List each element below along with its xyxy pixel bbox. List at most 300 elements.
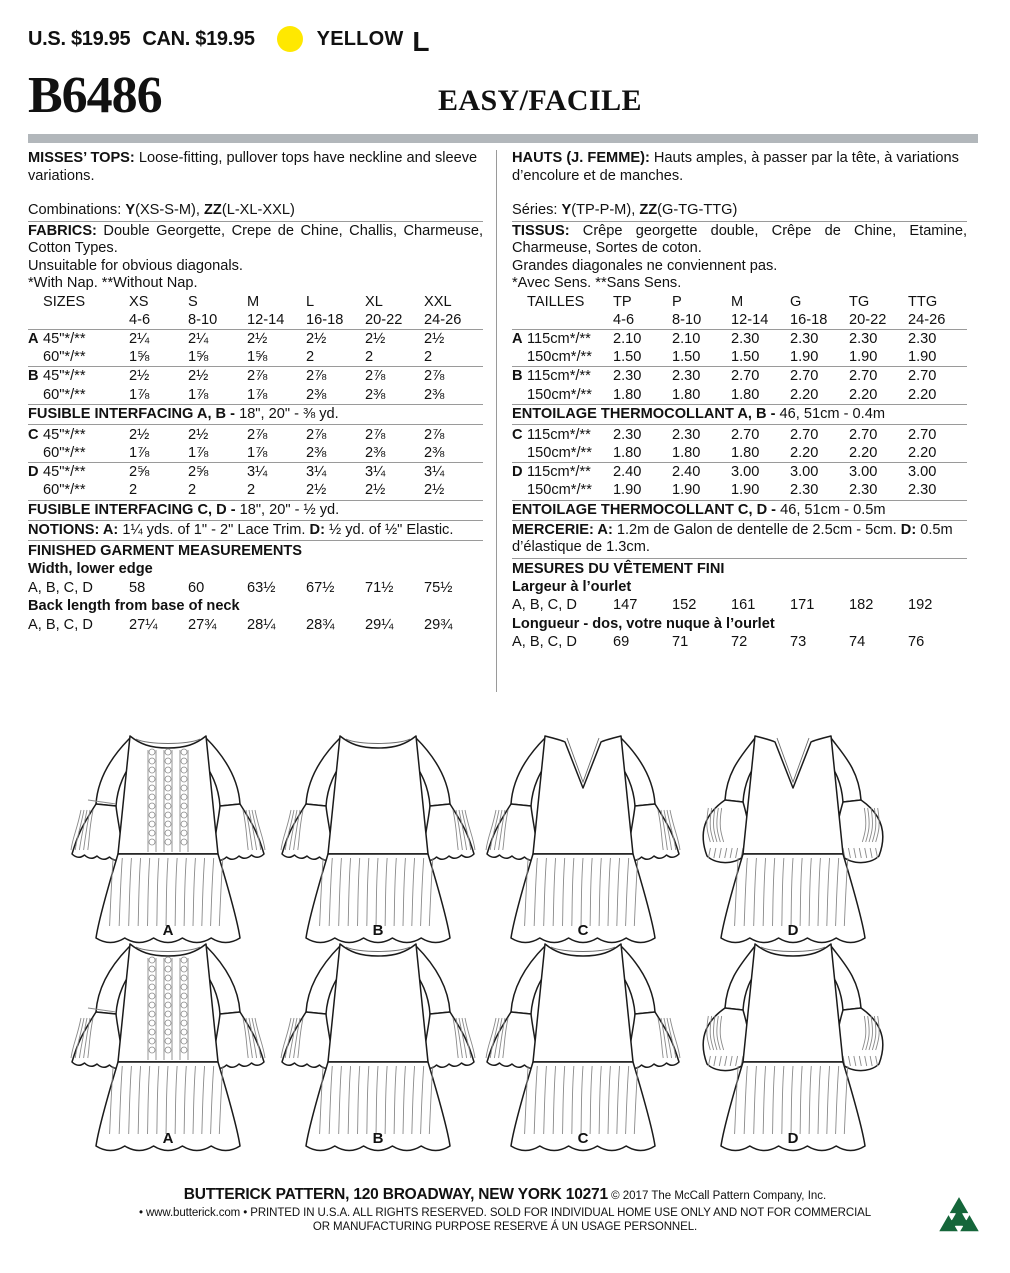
table-row	[512, 481, 967, 500]
fabric-width: 60"*/**	[43, 386, 129, 405]
size-name: L	[306, 293, 315, 310]
yardage-value: 3¼	[247, 464, 268, 481]
size-number-fr: 4-6	[613, 311, 672, 330]
combinations-label: Combinations:	[28, 202, 126, 218]
yardage-value: 2.70	[908, 426, 937, 443]
yardage-value: 2⅜	[424, 444, 483, 463]
combination-y-fr: Y	[561, 202, 572, 218]
yardage-value: 1.90	[731, 481, 790, 500]
size-name-fr: P	[672, 293, 682, 310]
fabrics-value: Double Georgette, Crepe de Chine, Challis, Charmeuse, Cotton Types.	[28, 222, 483, 256]
combinations-line	[28, 202, 483, 220]
yardage-value: 2.30	[613, 426, 642, 443]
yardage-value: 1⅝	[188, 348, 247, 367]
yardage-value: 3.00	[731, 464, 760, 481]
back-length-value: 27¼	[129, 616, 158, 633]
yardage-value: 2.30	[908, 330, 937, 347]
width-value: 67½	[306, 579, 335, 596]
table-row	[28, 367, 483, 386]
yardage-value: 2.30	[790, 481, 849, 500]
table-row	[512, 596, 967, 614]
view-letter: B	[512, 368, 523, 385]
yardage-value: 2.30	[672, 368, 701, 385]
yardage-value: 2.10	[613, 330, 642, 347]
yardage-value: 2⅞	[424, 368, 445, 385]
size-number-fr: 20-22	[849, 311, 908, 330]
back-length-value-fr: 76	[908, 634, 925, 651]
sizes-label-fr: TAILLES	[527, 293, 585, 310]
yardage-value: 2.20	[908, 386, 967, 405]
fabrics-label-fr: TISSUS:	[512, 222, 570, 239]
yardage-value: 2½	[424, 481, 483, 500]
english-column	[28, 150, 483, 634]
size-number: 16-18	[306, 311, 365, 330]
yardage-value: 2.30	[613, 368, 642, 385]
yardage-value: 2.70	[908, 368, 937, 385]
combination-zz-sizes: (L-XL-XXL)	[221, 202, 295, 218]
yardage-value: 1⅞	[247, 386, 306, 405]
yardage-value: 1⅞	[129, 386, 188, 405]
yardage-value: 1.80	[731, 444, 790, 463]
yardage-value: 2⅜	[306, 444, 365, 463]
size-name: S	[188, 293, 198, 310]
yardage-table-cd-fr	[512, 426, 967, 501]
yardage-value: 3.00	[790, 464, 819, 481]
yardage-table-ab	[28, 293, 483, 405]
yardage-rows-cd-fr	[512, 426, 967, 500]
header-divider	[28, 134, 978, 143]
yardage-value: 1⅞	[129, 444, 188, 463]
table-row	[28, 481, 483, 500]
table-row	[512, 386, 967, 405]
fusible-ab	[28, 405, 483, 423]
notions-a-value-fr: 1.2m de Galon de dentelle de 2.5cm - 5cm.	[612, 521, 901, 538]
yardage-value: 2½	[306, 330, 327, 347]
yardage-value: 1.90	[672, 481, 731, 500]
size-number: 4-6	[129, 311, 188, 330]
garment-illustrations	[28, 700, 978, 1170]
yardage-value: 2.70	[731, 426, 760, 443]
table-row	[28, 579, 483, 597]
table-row	[512, 463, 967, 482]
illustration-row-front	[28, 700, 978, 939]
view-label: B	[372, 1130, 384, 1147]
table-row	[512, 426, 967, 444]
combinations-label-fr: Séries:	[512, 202, 562, 218]
garment-view-d	[693, 908, 893, 1147]
view-letter	[28, 386, 43, 405]
yardage-value: 2.30	[908, 481, 967, 500]
size-number: 20-22	[365, 311, 424, 330]
notions-d-value-fr: 0.5m d’élastique de 1.3cm.	[512, 521, 953, 556]
back-length-table-fr	[512, 633, 967, 651]
yardage-value: 2⅞	[424, 426, 445, 443]
size-name-fr: TTG	[908, 293, 938, 310]
unsuitable-line: Unsuitable for obvious diagonals.	[28, 257, 243, 274]
yardage-value: 1.80	[672, 444, 731, 463]
finished-measurements-heading: FINISHED GARMENT MEASUREMENTS	[28, 543, 303, 560]
garment-description	[28, 150, 483, 185]
yardage-value: 2.20	[849, 386, 908, 405]
notions-d-value: ½ yd. of ½" Elastic.	[324, 521, 454, 538]
size-name-fr: TP	[613, 293, 632, 310]
width-value-fr: 147	[613, 597, 638, 614]
fabric-width: 45"*/**	[43, 330, 86, 347]
view-letter	[512, 386, 527, 405]
width-table	[28, 579, 483, 597]
table-row	[28, 444, 483, 463]
width-row-label: A, B, C, D	[28, 579, 93, 596]
garment-view-c	[483, 700, 683, 939]
yardage-value: 3.00	[849, 464, 878, 481]
yardage-value: 2.20	[849, 444, 908, 463]
size-name: XL	[365, 293, 383, 310]
back-length-heading: Back length from base of neck	[28, 598, 240, 615]
yardage-value: 2.30	[672, 426, 701, 443]
pattern-number: B6486	[28, 67, 162, 124]
copyright-notice: © 2017 The McCall Pattern Company, Inc.	[607, 1190, 827, 1202]
fusible-ab-label: FUSIBLE INTERFACING A, B -	[28, 405, 240, 422]
width-value: 63½	[247, 579, 276, 596]
garment-view-b	[278, 908, 478, 1147]
yardage-value: 2⅞	[306, 368, 327, 385]
notions-a-value: 1¼ yds. of 1" - 2" Lace Trim.	[118, 521, 310, 538]
yardage-value: 2.10	[672, 330, 701, 347]
footer	[0, 1186, 1010, 1233]
yardage-value: 2⅞	[365, 368, 386, 385]
fusible-cd-label-fr: ENTOILAGE THERMOCOLLANT C, D -	[512, 501, 781, 518]
yardage-value: 2½	[365, 330, 386, 347]
fabric-width: 150cm*/**	[527, 348, 613, 367]
view-letter: A	[512, 330, 523, 347]
difficulty-label: EASY/FACILE	[438, 84, 642, 117]
brand-logo-icon: L	[412, 25, 430, 57]
yardage-value: 1.80	[672, 386, 731, 405]
yardage-value: 1.80	[731, 386, 790, 405]
illustration-row-back	[28, 908, 978, 1147]
size-name: M	[247, 293, 260, 310]
view-letter	[512, 348, 527, 367]
fabric-width: 45"*/**	[43, 368, 86, 385]
footer-line-1	[0, 1186, 1010, 1204]
notions-d-tag: D:	[309, 521, 325, 538]
yardage-value: 2.30	[849, 330, 878, 347]
width-heading-fr: Largeur à l’ourlet	[512, 578, 632, 595]
yardage-value: 3¼	[365, 464, 386, 481]
footer-line-2: • www.butterick.com • PRINTED IN U.S.A. ALL RIGHTS RESERVED. SOLD FOR INDIVIDUAL HOME USE ONLY AND NOT FOR COMMERCIAL	[138, 1207, 872, 1219]
notions-line	[28, 522, 483, 540]
table-row	[512, 444, 967, 463]
size-name: XXL	[424, 293, 452, 310]
yardage-value: 2⅞	[247, 368, 268, 385]
width-value: 71½	[365, 579, 394, 596]
yardage-rows-ab	[28, 329, 483, 404]
table-row	[28, 616, 483, 634]
view-label: C	[577, 922, 589, 939]
yardage-table-ab-fr	[512, 293, 967, 405]
nap-line-fr: *Avec Sens. **Sans Sens.	[512, 275, 682, 291]
yardage-value: 2¼	[188, 330, 209, 347]
garment-heading: MISSES’ TOPS:	[28, 150, 135, 166]
fabric-width: 115cm*/**	[527, 330, 591, 347]
yardage-value: 2½	[365, 481, 424, 500]
fusible-cd-value: 18", 20" - ½ yd.	[239, 501, 340, 518]
width-value-fr: 182	[849, 597, 874, 614]
yardage-value: 2.70	[790, 368, 819, 385]
table-row	[512, 633, 967, 651]
fabric-width: 45"*/**	[43, 464, 86, 481]
fabric-width: 150cm*/**	[527, 386, 613, 405]
yardage-value: 2½	[247, 330, 268, 347]
yardage-value: 2	[188, 481, 247, 500]
width-value-fr: 192	[908, 597, 933, 614]
back-length-value: 29¼	[365, 616, 394, 633]
sizes-label: SIZES	[43, 293, 86, 310]
yardage-table-cd	[28, 426, 483, 501]
combination-y: Y	[125, 202, 136, 218]
size-number-fr: 16-18	[790, 311, 849, 330]
width-value-fr: 161	[731, 597, 756, 614]
table-row	[28, 348, 483, 367]
yardage-value: 2	[129, 481, 188, 500]
title-row	[28, 67, 978, 126]
yardage-value: 1⅞	[188, 386, 247, 405]
view-letter: C	[512, 426, 523, 443]
yardage-value: 2.70	[790, 426, 819, 443]
yardage-value: 1.80	[613, 444, 672, 463]
view-label: D	[787, 1130, 799, 1147]
fabric-width: 60"*/**	[43, 481, 129, 500]
yardage-value: 1.90	[908, 348, 967, 367]
size-name-fr: M	[731, 293, 744, 310]
garment-view-a	[68, 908, 268, 1147]
size-number: 24-26	[424, 311, 483, 330]
yardage-value: 1.90	[613, 481, 672, 500]
notions-label: NOTIONS:	[28, 521, 100, 538]
view-letter	[28, 348, 43, 367]
fabric-width: 60"*/**	[43, 444, 129, 463]
yardage-value: 1.80	[613, 386, 672, 405]
fusible-cd-label: FUSIBLE INTERFACING C, D -	[28, 501, 240, 518]
notions-a-tag: A:	[99, 521, 119, 538]
back-length-value: 29¾	[424, 616, 453, 633]
info-columns	[28, 150, 978, 692]
notions-line-fr	[512, 522, 967, 557]
size-name: XS	[129, 293, 149, 310]
width-heading: Width, lower edge	[28, 561, 153, 578]
yardage-value: 1.50	[731, 348, 790, 367]
yardage-value: 2	[306, 348, 365, 367]
view-letter: D	[28, 464, 39, 481]
yardage-value: 2½	[188, 368, 209, 385]
yardage-value: 2½	[188, 426, 209, 443]
view-letter	[512, 444, 527, 463]
fusible-cd	[28, 501, 483, 519]
size-name-fr: TG	[849, 293, 870, 310]
combination-zz-fr: ZZ	[639, 202, 658, 218]
table-row	[512, 348, 967, 367]
view-letter: A	[28, 330, 39, 347]
color-name: YELLOW	[316, 27, 404, 50]
fabrics-line-fr	[512, 223, 967, 258]
fabric-width: 60"*/**	[43, 348, 129, 367]
yardage-value: 2	[424, 348, 483, 367]
notions-label-fr: MERCERIE:	[512, 521, 594, 538]
view-letter: D	[512, 464, 523, 481]
back-length-value: 28¼	[247, 616, 276, 633]
finished-measurements-heading-fr: MESURES DU VÊTEMENT FINI	[512, 560, 725, 577]
back-length-row-label: A, B, C, D	[28, 616, 93, 633]
yardage-value: 3.00	[908, 464, 937, 481]
yardage-value: 2.40	[613, 464, 642, 481]
width-value-fr: 152	[672, 597, 697, 614]
notions-a-tag-fr: A:	[593, 521, 613, 538]
yardage-value: 2½	[306, 481, 365, 500]
yardage-value: 2.30	[849, 481, 908, 500]
yardage-value: 2⅝	[129, 464, 150, 481]
garment-heading-fr: HAUTS (J. FEMME):	[512, 150, 650, 166]
yardage-value: 1.90	[849, 348, 908, 367]
combinations-line-fr	[512, 202, 967, 220]
garment-desc-text-fr: Hauts amples, à passer par la tête, à variations d’encolure et de manches.	[512, 150, 959, 184]
back-length-value-fr: 73	[790, 634, 807, 651]
yardage-value: 2⅝	[188, 464, 209, 481]
width-value-fr: 171	[790, 597, 815, 614]
table-row	[28, 426, 483, 444]
size-number-row-fr	[512, 311, 967, 330]
size-number-row	[28, 311, 483, 330]
view-label: A	[162, 1130, 174, 1147]
notions-d-tag-fr: D:	[900, 521, 917, 538]
yardage-value: 2⅞	[247, 426, 268, 443]
yardage-value: 2.30	[790, 330, 819, 347]
fusible-cd-fr	[512, 501, 967, 519]
french-column	[512, 150, 967, 652]
size-number: 8-10	[188, 311, 247, 330]
size-name-row	[28, 293, 483, 311]
size-number-fr: 12-14	[731, 311, 790, 330]
size-number: 12-14	[247, 311, 306, 330]
unsuitable-line-fr: Grandes diagonales ne conviennent pas.	[512, 257, 778, 274]
can-price: CAN. $19.95	[142, 27, 255, 50]
fabric-width: 115cm*/**	[527, 464, 591, 481]
yardage-value: 2½	[129, 426, 150, 443]
fusible-ab-value: 18", 20" - ⅜ yd.	[239, 405, 339, 422]
view-label: B	[372, 922, 384, 939]
combination-y-sizes-fr: (TP-P-M),	[571, 202, 640, 218]
size-number-fr: 24-26	[908, 311, 967, 330]
width-table-fr	[512, 596, 967, 614]
back-length-value-fr: 74	[849, 634, 866, 651]
table-row	[28, 463, 483, 482]
footer-line-3: OR MANUFACTURING PURPOSE RESERVE Á UN USAGE PERSONNEL.	[312, 1221, 698, 1233]
fusible-ab-label-fr: ENTOILAGE THERMOCOLLANT A, B -	[512, 405, 780, 422]
back-length-table	[28, 616, 483, 634]
view-label: C	[577, 1130, 589, 1147]
garment-view-b	[278, 700, 478, 939]
color-dot-icon	[277, 26, 303, 52]
back-length-row-label-fr: A, B, C, D	[512, 634, 577, 651]
width-value: 58	[129, 579, 146, 596]
garment-desc-text: Loose-fitting, pullover tops have neckline and sleeve variations.	[28, 150, 478, 184]
view-letter: C	[28, 426, 39, 443]
yardage-value: 2⅜	[365, 386, 424, 405]
size-name-fr: G	[790, 293, 802, 310]
fabric-width: 45"*/**	[43, 426, 86, 443]
yardage-value: 2¼	[129, 330, 150, 347]
yardage-value: 2½	[424, 330, 445, 347]
view-letter	[28, 481, 43, 500]
view-letter	[28, 444, 43, 463]
table-row	[28, 329, 483, 348]
garment-view-c	[483, 908, 683, 1147]
size-name-row-fr	[512, 293, 967, 311]
back-length-heading-fr: Longueur - dos, votre nuque à l’ourlet	[512, 615, 775, 632]
fabrics-value-fr: Crêpe georgette double, Crêpe de Chine, Etamine, Charmeuse, Sortes de coton.	[512, 222, 967, 256]
fabric-width: 150cm*/**	[527, 481, 613, 500]
table-row	[28, 386, 483, 405]
yardage-value: 2	[365, 348, 424, 367]
yardage-value: 3¼	[424, 464, 445, 481]
price-bar	[28, 24, 978, 57]
fusible-cd-value-fr: 46, 51cm - 0.5m	[780, 501, 886, 518]
width-value: 60	[188, 579, 205, 596]
nap-line: *With Nap. **Without Nap.	[28, 275, 198, 291]
yardage-value: 2⅜	[424, 386, 483, 405]
fabric-width: 115cm*/**	[527, 426, 591, 443]
yardage-value: 2.20	[908, 444, 967, 463]
yardage-value: 2.20	[790, 444, 849, 463]
size-number-fr: 8-10	[672, 311, 731, 330]
yardage-value: 1⅞	[188, 444, 247, 463]
width-value: 75½	[424, 579, 453, 596]
yardage-value: 2.70	[731, 368, 760, 385]
garment-view-d	[693, 700, 893, 939]
fusible-ab-fr	[512, 405, 967, 423]
fusible-ab-value-fr: 46, 51cm - 0.4m	[779, 405, 885, 422]
yardage-value: 3¼	[306, 464, 327, 481]
yardage-value: 2.20	[790, 386, 849, 405]
table-row	[512, 367, 967, 386]
view-label: D	[787, 922, 799, 939]
back-length-value: 27¾	[188, 616, 217, 633]
us-price: U.S. $19.95	[28, 27, 131, 50]
view-label: A	[162, 922, 174, 939]
yardage-value: 1.50	[672, 348, 731, 367]
yardage-rows-cd	[28, 426, 483, 500]
table-row	[512, 329, 967, 348]
recycle-icon	[932, 1190, 986, 1248]
combination-zz: ZZ	[204, 202, 222, 218]
yardage-value: 2⅜	[365, 444, 424, 463]
back-length-value-fr: 72	[731, 634, 748, 651]
company-address: BUTTERICK PATTERN, 120 BROADWAY, NEW YORK 10271	[183, 1186, 608, 1203]
view-letter	[512, 481, 527, 500]
yardage-value: 1.50	[613, 348, 672, 367]
fabrics-line	[28, 223, 483, 258]
yardage-value: 2.30	[731, 330, 760, 347]
combination-y-sizes: (XS-S-M),	[135, 202, 204, 218]
fabrics-label: FABRICS:	[28, 222, 97, 239]
yardage-value: 1.90	[790, 348, 849, 367]
yardage-value: 2½	[129, 368, 150, 385]
yardage-value: 1⅞	[247, 444, 306, 463]
combination-zz-sizes-fr: (G-TG-TTG)	[657, 202, 738, 218]
yardage-value: 2	[247, 481, 306, 500]
yardage-value: 1⅝	[129, 348, 188, 367]
width-row-label-fr: A, B, C, D	[512, 597, 577, 614]
yardage-value: 2.70	[849, 426, 878, 443]
